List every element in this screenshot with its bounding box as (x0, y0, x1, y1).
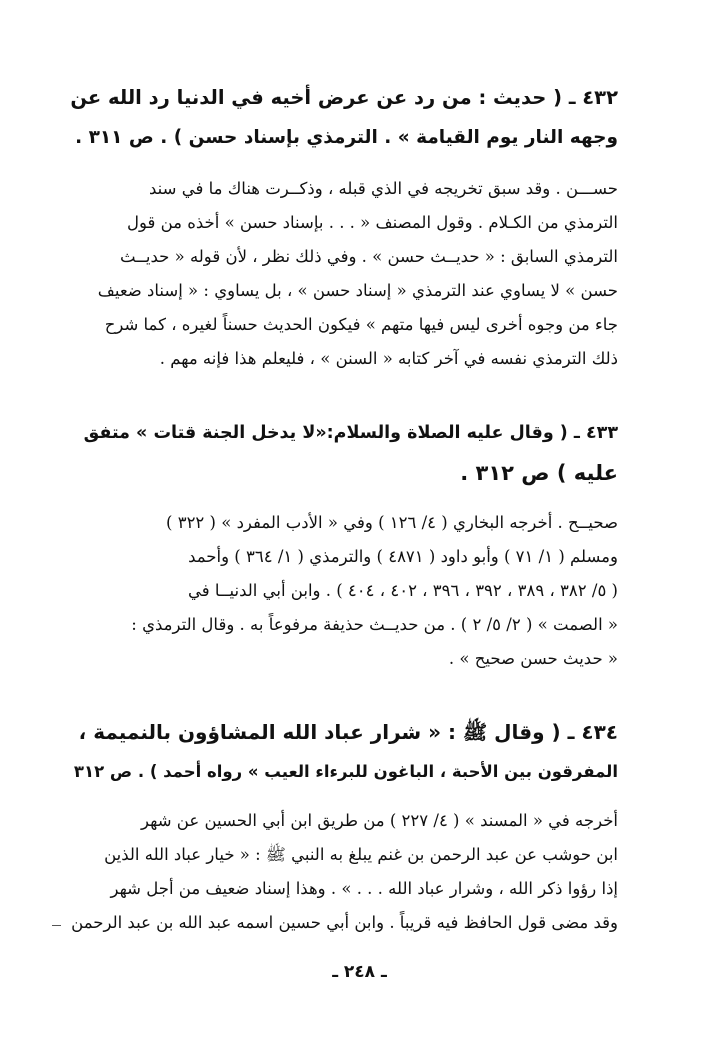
hadith-434-commentary (70, 804, 618, 940)
body-line: الترمذي من الكـلام . وقول المصنف « . . . بإسناد حسن » أخذه من قول (126, 213, 618, 232)
body-line: « الصمت » ( ٢/ ٥/ ٢ ) . من حديــث حذيفة مرفوعاً به . وقال الترمذي : (131, 615, 618, 634)
body-line: إذا رؤوا ذكر الله ، وشرار عباد الله . . . » . وهذا إسناد ضعيف من أجل شهر (110, 879, 618, 898)
body-line: حســـن . وقد سبق تخريجه في الذي قبله ، وذكــرت هناك ما في سند (148, 179, 618, 198)
body-line: وقد مضى قول الحافظ فيه قريباً . وابن أبي حسين اسمه عبد الله بن عبد الرحمن (71, 913, 618, 932)
body-line: ومسلم ( ١/ ٧١ ) وأبو داود ( ٤٨٧١ ) والترمذي ( ١/ ٣٦٤ ) وأحمد (188, 547, 618, 566)
body-line: صحيــح . أخرجه البخاري ( ٤/ ١٢٦ ) وفي « الأدب المفرد » ( ٣٢٢ ) (166, 513, 618, 532)
heading-line: وجهه النار يوم القيامة » . الترمذي بإسناد حسن ) . ص ٣١١ . (75, 127, 618, 148)
body-line: الترمذي السابق : « حديــث حسن » . وفي ذلك نظر ، لأن قوله « حديــث (120, 247, 618, 266)
body-line: ( ٥/ ٣٨٢ ، ٣٨٩ ، ٣٩٢ ، ٣٩٦ ، ٤٠٢ ، ٤٠٤ ) . وابن أبي الدنيــا في (187, 581, 618, 600)
hadith-434-heading (70, 712, 618, 792)
hadith-433-heading (70, 413, 618, 493)
body-line: ابن حوشب عن عبد الرحمن بن غنم يبلغ به النبي ﷺ : « خيار عباد الله الذين (104, 845, 618, 864)
body-line: ذلك الترمذي نفسه في آخر كتابه « السنن » ، فليعلم هذا فإنه مهم . (159, 349, 618, 368)
heading-line: ٤٣٤ ـ ( وقال ﷺ : « شرار عباد الله المشاؤون بالنميمة ، (78, 720, 618, 744)
hadith-432-commentary (70, 172, 618, 376)
heading-line: المفرقون بين الأحبة ، الباغون للبرءاء العيب » رواه أحمد ) . ص ٣١٢ (73, 762, 618, 781)
body-line: حسن » لا يساوي عند الترمذي « إسناد حسن » ، بل يساوي : « إسناد ضعيف (97, 281, 618, 300)
margin-mark (52, 925, 61, 926)
hadith-433-commentary (70, 506, 618, 676)
heading-line: عليه ) ص ٣١٢ . (460, 461, 618, 485)
page-number: ـ ٢٤٨ ـ (332, 962, 387, 982)
heading-line: ٤٣٣ ـ ( وقال عليه الصلاة والسلام:«لا يدخل الجنة قتات » متفق (83, 423, 618, 443)
body-line: جاء من وجوه أخرى ليس فيها متهم » فيكون الحديث حسناً لغيره ، كما شرح (104, 315, 618, 334)
body-line: أخرجه في « المسند » ( ٤/ ٢٢٧ ) من طريق ابن أبي الحسين عن شهر (141, 811, 618, 830)
heading-line: ٤٣٢ ـ ( حديث : من رد عن عرض أخيه في الدنيا رد الله عن (70, 86, 618, 109)
hadith-432-heading (70, 78, 618, 158)
body-line: « حديث حسن صحيح » . (448, 649, 618, 668)
